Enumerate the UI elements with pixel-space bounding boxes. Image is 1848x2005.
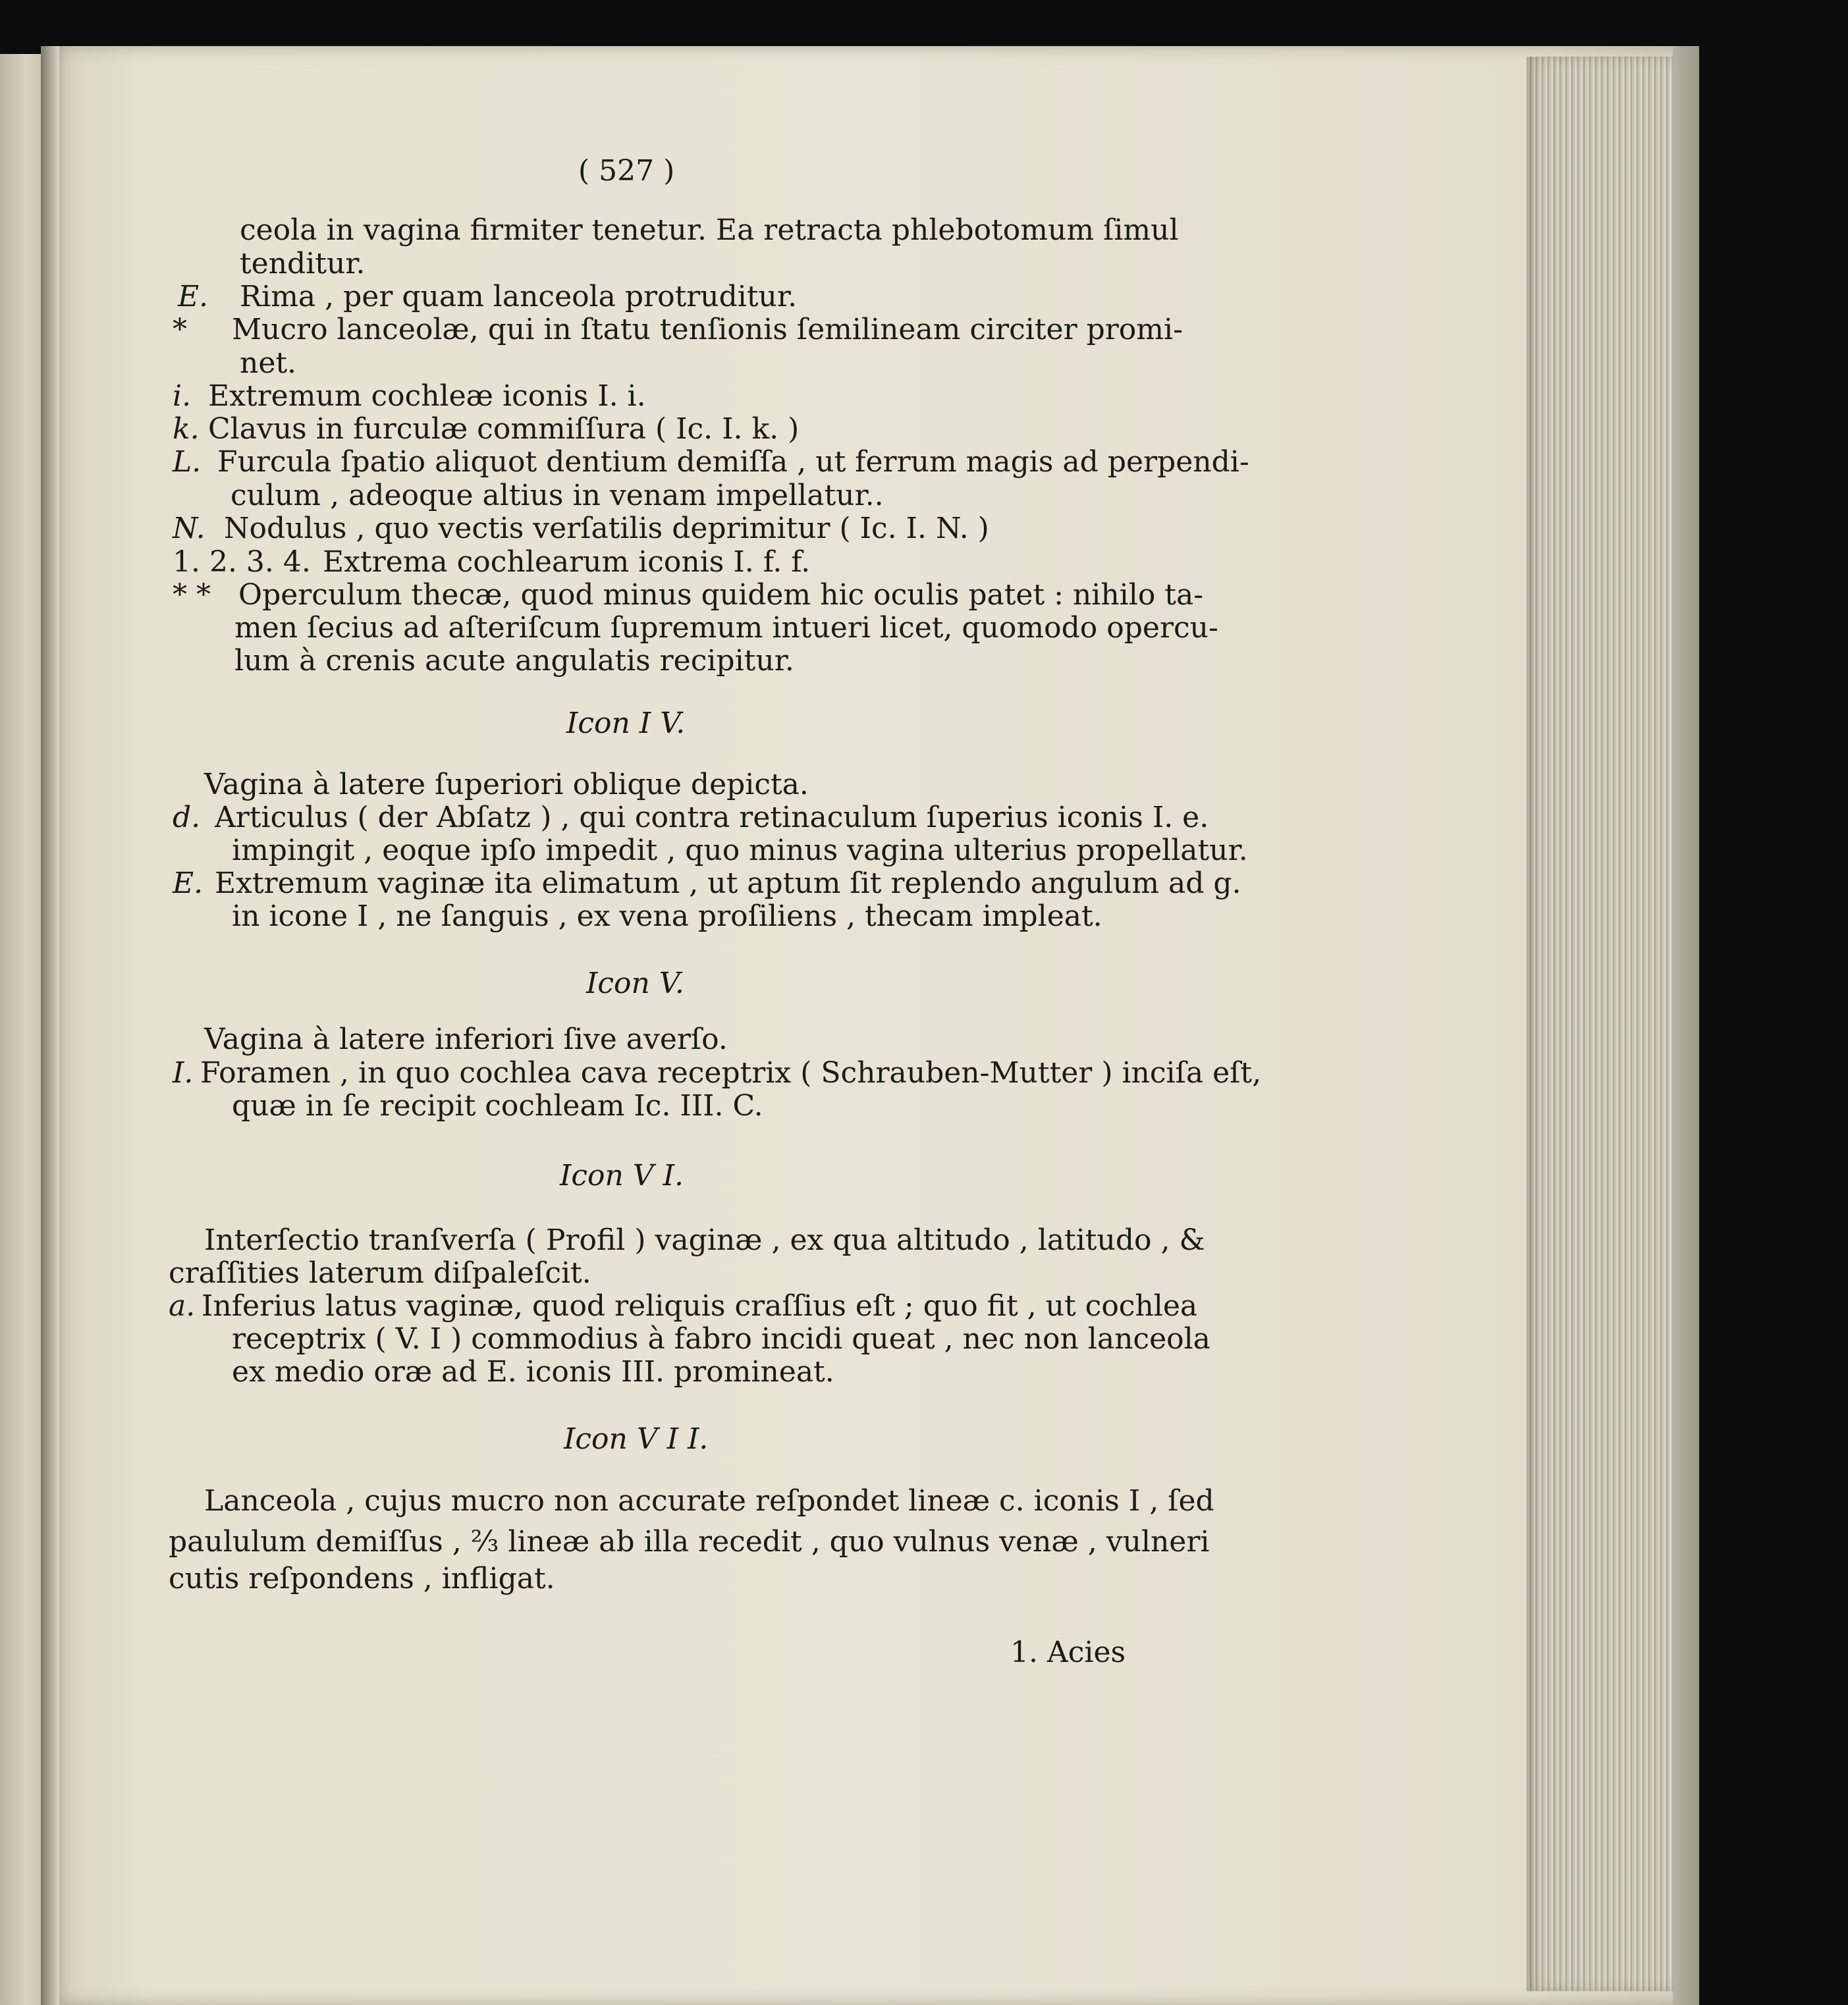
text-line: Rima , per quam lanceola protruditur. [240,280,798,313]
text-line: in icone I , ne ſanguis , ex vena proſiliens , thecam impleat. [232,899,1102,933]
item-label: L. [173,445,202,479]
item-label: E. [173,867,204,900]
text-line: receptrix ( V. I ) commodius à fabro incidi queat , nec non lanceola [232,1322,1210,1356]
item-label: 1. 2. 3. 4. [173,545,311,579]
item-label: I. [173,1056,194,1090]
text-line: impingit , eoque ipſo impedit , quo minus vagina ulterius propellatur. [232,834,1248,867]
text-line: ex medio oræ ad E. iconis III. promineat. [232,1355,834,1389]
item-label: k. [173,412,200,446]
text-line: Extremum cochleæ iconis I. i. [208,379,646,413]
item-label: i. [173,379,192,413]
page-number: ( 527 ) [578,154,675,188]
text-line: Extremum vaginæ ita elimatum , ut aptum ſit replendo angulum ad g. [215,867,1241,900]
section-heading: Icon V. [586,967,684,1000]
text-line: Furcula ſpatio aliquot dentium demiſſa , ut ferrum magis ad perpendi- [217,445,1249,479]
text-line: Operculum thecæ, quod minus quidem hic oculis patet : nihilo ta- [238,578,1204,612]
text-line: Interſectio tranſverſa ( Profil ) vaginæ , ex qua altitudo , latitudo , & [204,1223,1205,1257]
text-line: ceola in vagina firmiter tenetur. Ea retracta phlebotomum ſimul [240,213,1179,247]
text-line: tenditur. [240,247,366,281]
item-label: E. [178,280,209,313]
text-line: Clavus in furculæ commiſſura ( Ic. I. k. ) [208,412,800,446]
text-line: craſſities laterum diſpaleſcit. [169,1256,591,1290]
text-line: quæ in ſe recipit cochleam Ic. III. C. [232,1089,763,1123]
text-line: Vagina à latere inferiori ſive averſo. [204,1023,728,1056]
catchword: 1. Acies [1010,1636,1126,1669]
text-line: Inferius latus vaginæ, quod reliquis craſſius eſt ; quo fit , ut cochlea [202,1289,1198,1323]
item-label: * * [173,578,211,612]
text-line: Nodulus , quo vectis verſatilis deprimitur ( Ic. I. N. ) [224,512,989,545]
text-line: Foramen , in quo cochlea cava receptrix ( Schrauben-Mutter ) inciſa eſt, [200,1056,1262,1090]
text-line: cutis reſpondens , infligat. [169,1562,555,1595]
item-label: N. [173,512,205,545]
text-line: culum , adeoque altius in venam impellatur.. [231,479,884,512]
section-heading: Icon V I I. [564,1422,709,1456]
item-label: d. [173,801,201,834]
text-line: Lanceola , cujus mucro non accurate reſpondet lineæ c. iconis I , ſed [204,1484,1214,1518]
text-line: Articulus ( der Abſatz ) , qui contra retinaculum ſuperius iconis I. e. [215,801,1209,834]
item-label: a. [169,1289,196,1323]
section-heading: Icon V I. [560,1159,684,1192]
text-line: men ſecius ad aſteriſcum ſupremum intueri licet, quomodo opercu- [234,611,1218,645]
text-line: Mucro lanceolæ, qui in ſtatu tenſionis ſemilineam circiter promi- [232,313,1183,346]
text-line: net. [240,346,297,380]
item-label: * [173,313,187,346]
text-line: paululum demiſſus , ⅔ lineæ ab illa recedit , quo vulnus venæ , vulneri [169,1525,1210,1559]
text-line: lum à crenis acute angulatis recipitur. [234,644,794,678]
text-line: Extrema cochlearum iconis I. f. f. [323,545,811,579]
text-line: Vagina à latere ſuperiori oblique depicta. [204,768,809,801]
section-heading: Icon I V. [566,707,686,740]
